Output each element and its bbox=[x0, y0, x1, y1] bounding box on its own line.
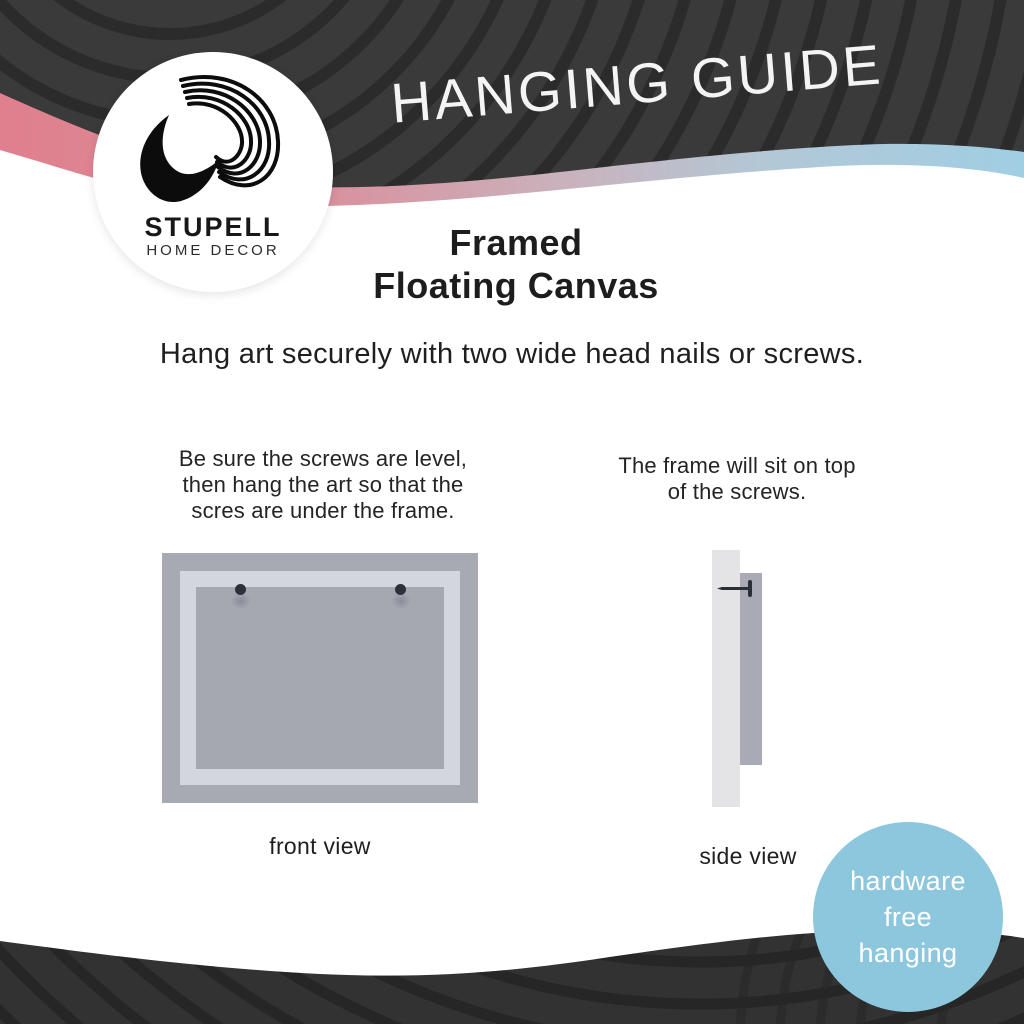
screw-dot-icon bbox=[395, 584, 406, 595]
brand-name: STUPELL bbox=[144, 212, 282, 242]
side-note-line: of the screws. bbox=[667, 479, 807, 504]
brand-tagline: HOME DECOR bbox=[146, 242, 280, 259]
hardware-free-badge bbox=[813, 822, 1003, 1012]
front-view-diagram bbox=[162, 553, 478, 803]
product-title-line1: Framed bbox=[449, 222, 583, 263]
side-note-line: The frame will sit on top bbox=[618, 453, 856, 478]
front-view-caption: front view bbox=[269, 833, 371, 859]
canvas-side-bar bbox=[740, 573, 762, 765]
nail-icon bbox=[717, 587, 752, 590]
badge-line: hanging bbox=[858, 938, 958, 968]
nail-head-icon bbox=[748, 580, 752, 597]
instruction-text: Hang art securely with two wide head nails or screws. bbox=[159, 338, 865, 370]
front-note-line: then hang the art so that the bbox=[182, 472, 464, 497]
badge-line: hardware bbox=[850, 866, 966, 896]
front-note-line: scres are under the frame. bbox=[191, 498, 455, 523]
badge-line: free bbox=[883, 902, 933, 932]
brand-logo bbox=[93, 52, 333, 292]
side-view-diagram bbox=[712, 550, 764, 807]
page-title: HANGING GUIDE bbox=[388, 32, 886, 135]
product-title bbox=[266, 221, 766, 307]
side-view-caption: side view bbox=[699, 843, 797, 869]
canvas-area bbox=[196, 587, 444, 769]
front-note-line: Be sure the screws are level, bbox=[178, 446, 468, 471]
front-view-note bbox=[140, 446, 506, 524]
side-view-note bbox=[590, 453, 884, 505]
product-title-line2: Floating Canvas bbox=[373, 265, 659, 306]
screw-dot-icon bbox=[235, 584, 246, 595]
